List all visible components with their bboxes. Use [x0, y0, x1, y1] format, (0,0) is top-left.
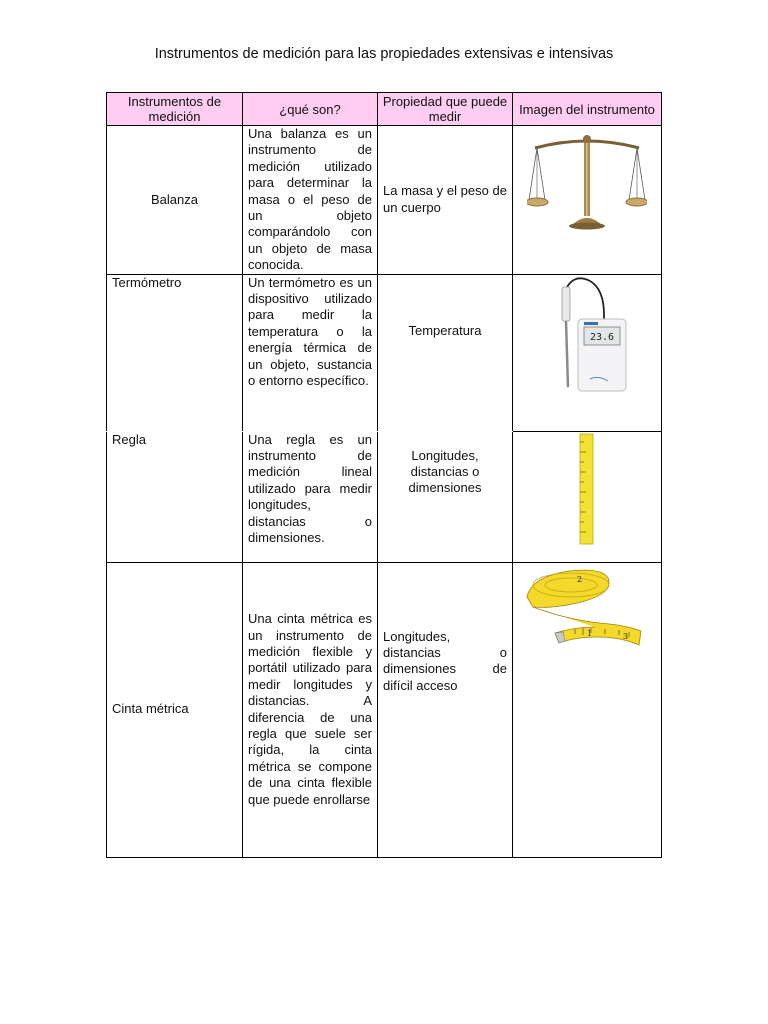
instrument-property: Longitudes, distancias o dimensiones de difícil acceso — [378, 562, 513, 857]
instrument-name: Cinta métrica — [107, 562, 243, 857]
instrument-image — [513, 562, 662, 857]
table-row — [107, 126, 662, 275]
balance-scale-icon — [527, 126, 647, 230]
table-row — [107, 274, 662, 431]
measuring-tape-icon — [525, 563, 649, 659]
ruler-icon — [577, 432, 597, 546]
instrument-description: Un termómetro es un dispositivo utilizado para medir la temperatura o la energía térmica de un objeto, sustancia o entorno específico. — [243, 274, 378, 431]
tape-mark: 2 — [577, 574, 583, 584]
header-image: Imagen del instrumento — [513, 93, 662, 126]
instrument-property: Temperatura — [378, 274, 513, 431]
table-row — [107, 431, 662, 562]
instrument-name: Balanza — [107, 126, 243, 275]
instrument-image — [513, 126, 662, 275]
instrument-image — [513, 431, 662, 562]
page-title: Instrumentos de medición para las propiedades extensivas e intensivas — [154, 46, 614, 62]
thermometer-reading: 23.6 — [589, 331, 615, 343]
tape-mark: 1 — [587, 628, 593, 638]
instrument-name: Termómetro — [107, 274, 243, 431]
instrument-property: Longitudes, distancias o dimensiones — [378, 431, 513, 562]
instruments-table — [106, 92, 662, 858]
instrument-description: Una regla es un instrumento de medición lineal utilizado para medir longitudes, distancias o dimensiones. — [243, 431, 378, 562]
instrument-description: Una balanza es un instrumento de medición utilizado para determinar la masa o el peso de un objeto comparándolo con un objeto de masa conocida. — [243, 126, 378, 275]
instrument-image — [513, 274, 662, 431]
table-header-row — [107, 93, 662, 126]
header-property: Propiedad que puede medir — [378, 93, 513, 126]
digital-thermometer-icon — [532, 275, 642, 405]
header-what-is: ¿qué son? — [243, 93, 378, 126]
table-row — [107, 562, 662, 857]
tape-mark: 3 — [623, 631, 629, 641]
header-instrument: Instrumentos de medición — [107, 93, 243, 126]
instrument-name: Regla — [107, 431, 243, 562]
instrument-property: La masa y el peso de un cuerpo — [378, 126, 513, 275]
instrument-description: Una cinta métrica es un instrumento de medición flexible y portátil utilizado para medir longitudes y distancias. A diferencia de una regla que suele ser rígida, la cinta métrica se compone de una cinta flexible que puede enrollarse — [243, 562, 378, 857]
